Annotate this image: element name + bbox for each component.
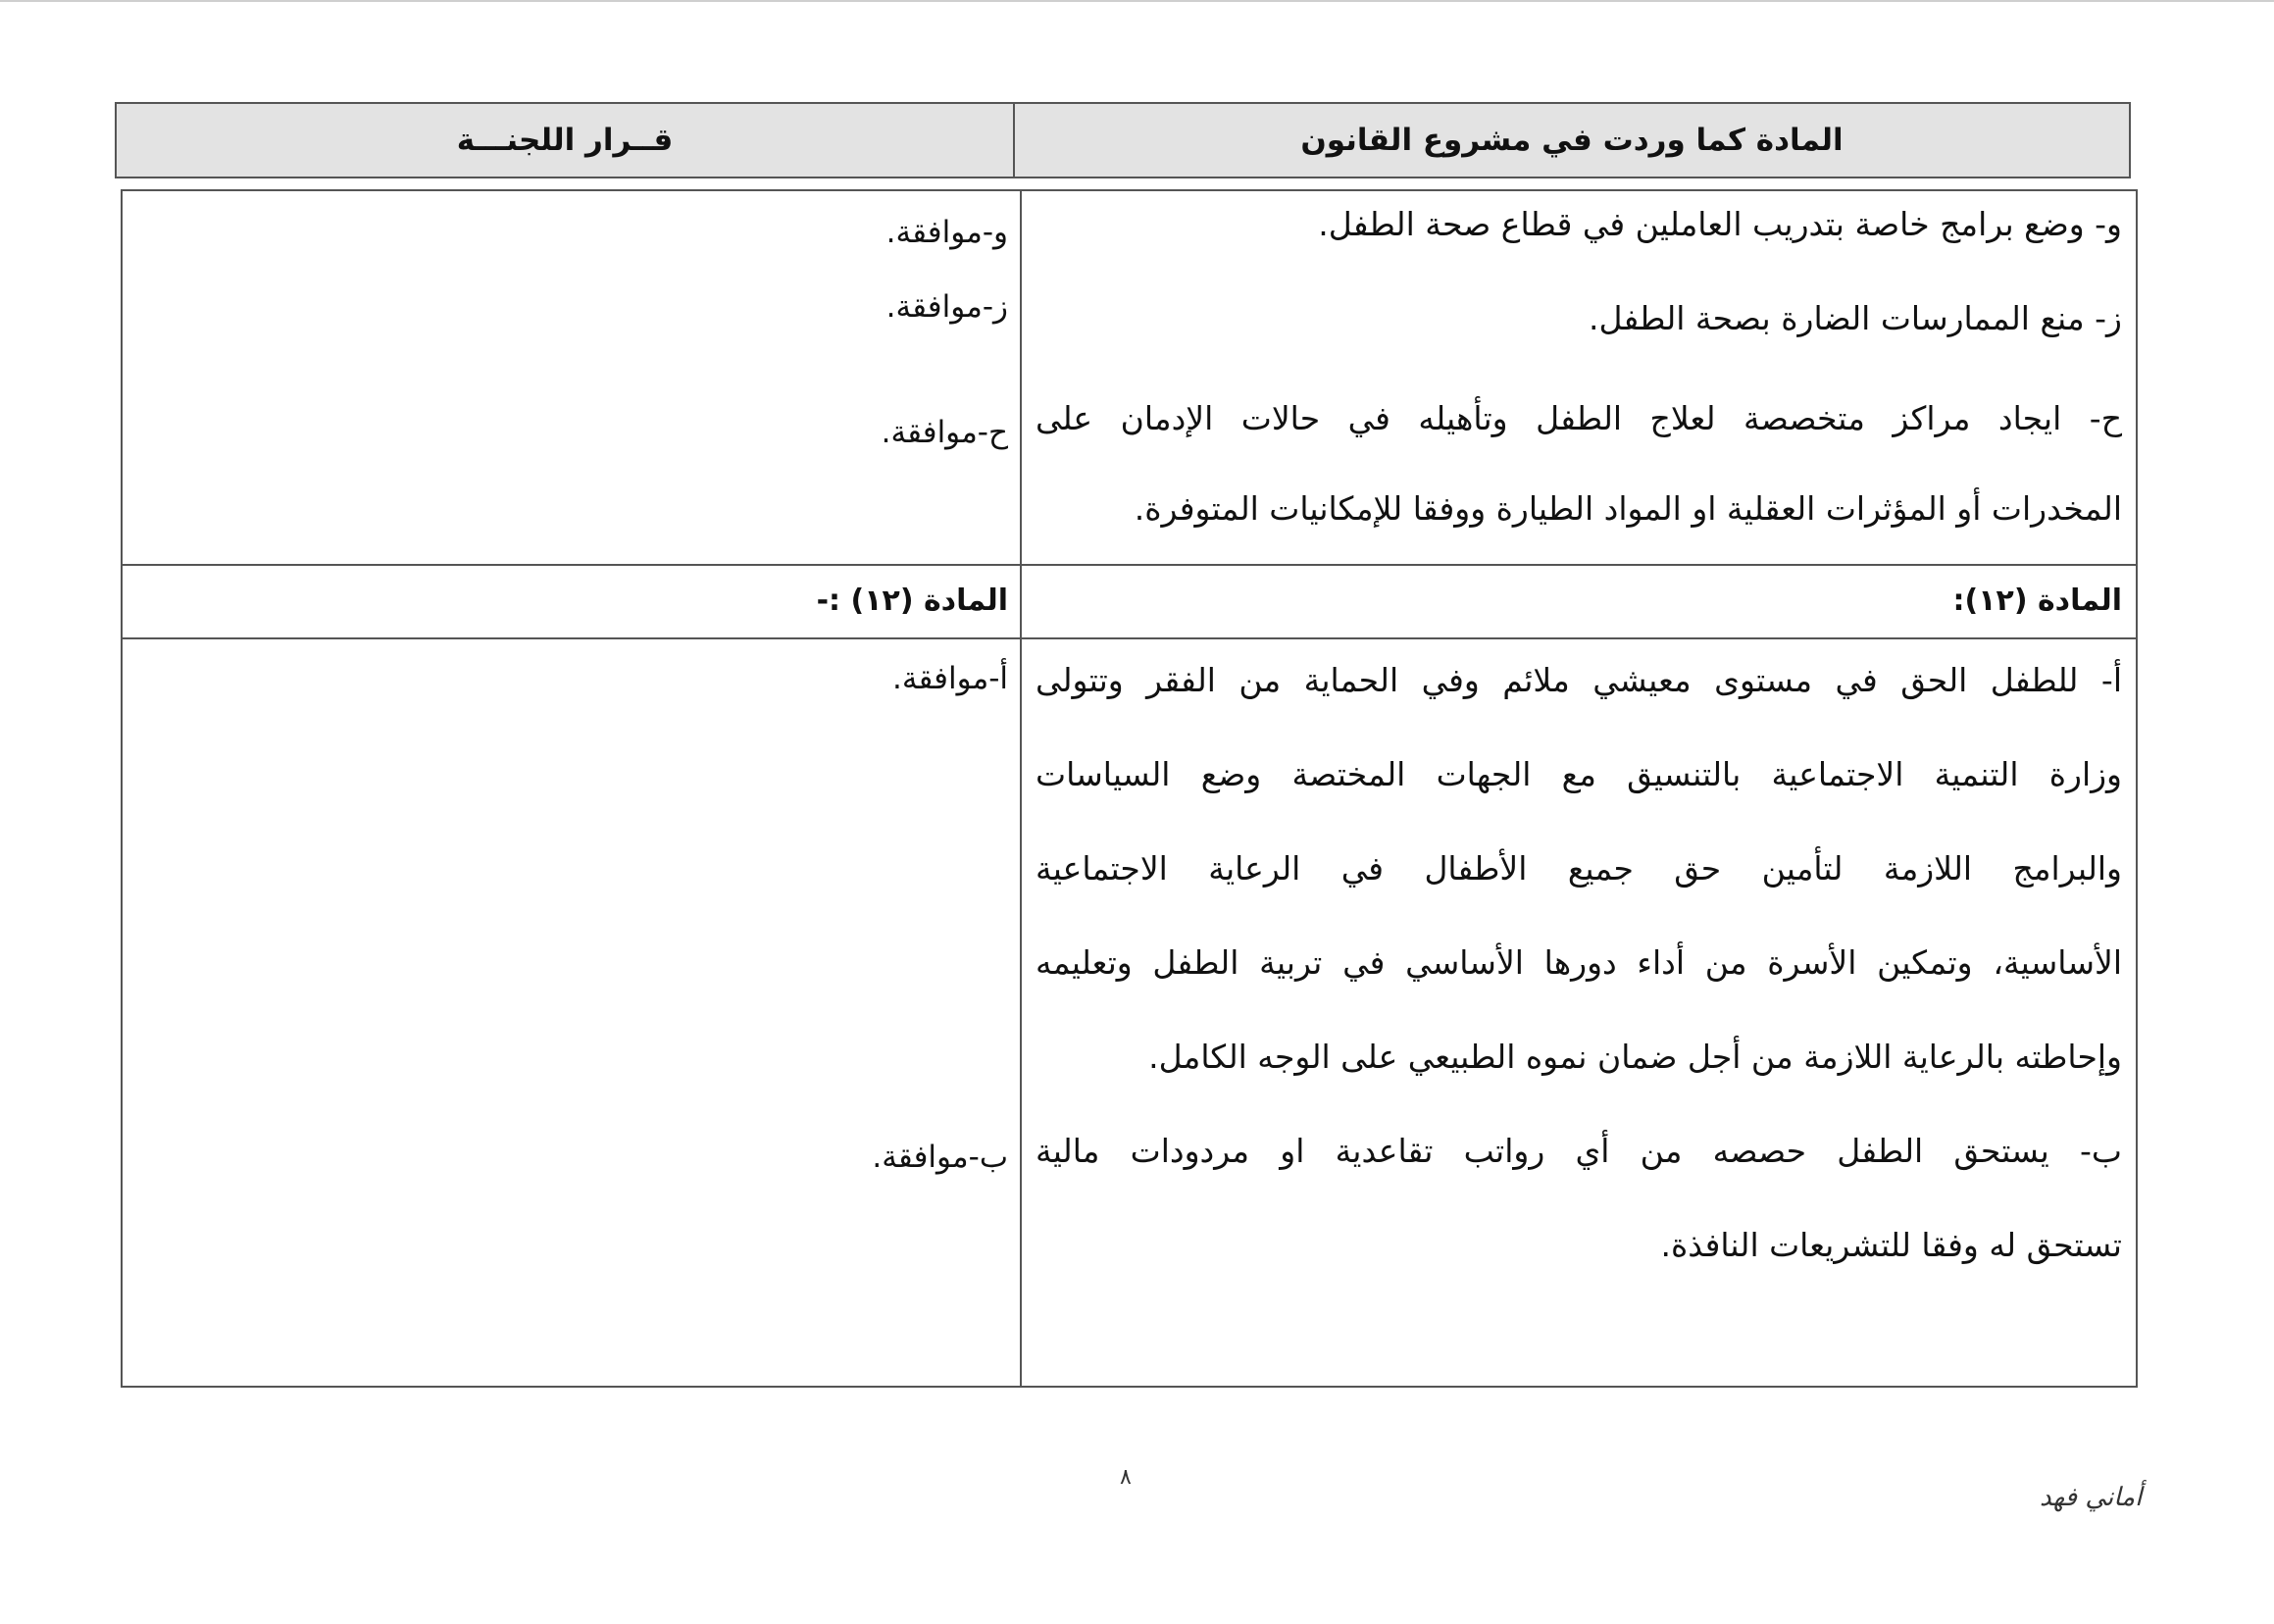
law-text-line: أ- للطفل الحق في مستوى معيشي ملائم وفي الحماية من الفقر وتتولى [1036, 661, 2122, 699]
decision-text: أ-موافقة. [891, 661, 1008, 696]
law-cell [1020, 566, 2136, 637]
header-decision-column: قــرار اللجنـــة [456, 123, 674, 158]
decision-cell [123, 566, 1020, 637]
law-text-line: الأساسية، وتمكين الأسرة من أداء دورها الأساسي في تربية الطفل وتعليمه [1036, 943, 2122, 982]
decision-text: ب-موافقة. [872, 1140, 1008, 1175]
law-text-line: والبرامج اللازمة لتأمين حق جميع الأطفال في الرعاية الاجتماعية [1036, 849, 2122, 888]
signature: أماني فهد [2040, 1483, 2143, 1512]
decision-text: و-موافقة. [885, 215, 1008, 250]
decision-cell [123, 639, 1020, 1388]
law-cell [1020, 191, 2136, 564]
law-text-line: المخدرات أو المؤثرات العقلية او المواد الطيارة ووفقا للإمكانيات المتوفرة. [1134, 489, 2122, 528]
law-text-line: تستحق له وفقا للتشريعات النافذة. [1660, 1226, 2122, 1264]
law-text-line: وزارة التنمية الاجتماعية بالتنسيق مع الجهات المختصة وضع السياسات [1036, 755, 2122, 793]
page-number: ٨ [1120, 1465, 1132, 1490]
article-heading: المادة (١٢): [1952, 584, 2122, 618]
decision-text: ز-موافقة. [885, 289, 1008, 325]
table-row [123, 639, 2136, 1388]
decision-cell [123, 191, 1020, 564]
decision-text: ح-موافقة. [881, 415, 1008, 450]
table-body [121, 189, 2138, 1388]
law-text-line: ح- ايجاد مراكز متخصصة لعلاج الطفل وتأهيله في حالات الإدمان على [1036, 399, 2122, 437]
table-header [115, 102, 2131, 178]
law-text-line: و- وضع برامج خاصة بتدريب العاملين في قطاع صحة الطفل. [1318, 205, 2122, 243]
header-law-column: المادة كما وردت في مشروع القانون [1013, 104, 2129, 177]
table-row [123, 566, 2136, 639]
article-heading: المادة (١٢) :- [816, 584, 1008, 618]
scan-top-edge [0, 0, 2274, 2]
law-text-line: ز- منع الممارسات الضارة بصحة الطفل. [1588, 299, 2122, 337]
table-row [123, 191, 2136, 566]
law-text-line: ب- يستحق الطفل حصصه من أي رواتب تقاعدية او مردودات مالية [1036, 1132, 2122, 1170]
law-cell [1020, 639, 2136, 1388]
law-text-line: وإحاطته بالرعاية اللازمة من أجل ضمان نموه الطبيعي على الوجه الكامل. [1148, 1038, 2122, 1076]
